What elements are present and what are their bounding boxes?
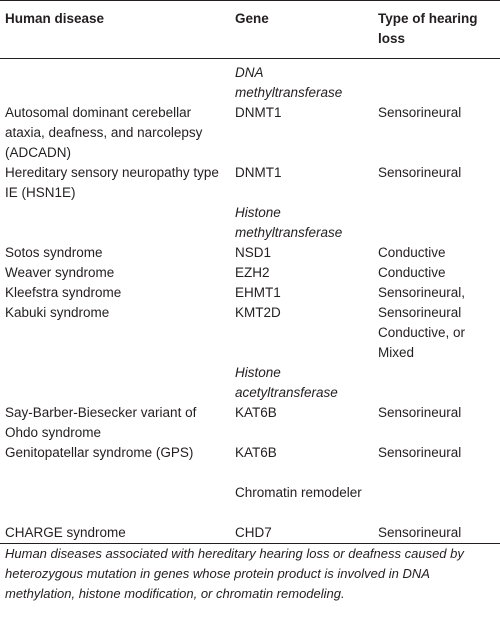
disease-cell: Say-Barber-Biesecker variant of Ohdo syndrome: [5, 405, 197, 440]
disease-cell: Genitopatellar syndrome (GPS): [5, 445, 194, 460]
disease-cell: Kleefstra syndrome: [5, 285, 122, 300]
disease-cell: Weaver syndrome: [5, 265, 115, 280]
table-top-rule: [0, 0, 500, 1]
gene-cell: DNMT1: [235, 105, 282, 120]
gene-cell: KAT6B: [235, 445, 277, 460]
gene-cell: DNMT1: [235, 165, 282, 180]
category-label: Histone methyltransferase: [235, 205, 343, 240]
hearing-loss-cell: Conductive: [378, 245, 446, 260]
header-gene: Gene: [235, 11, 269, 26]
category-label: Chromatin remodeler: [235, 485, 362, 500]
hearing-loss-cell: Sensorineural: [378, 165, 462, 180]
disease-cell: Kabuki syndrome: [5, 305, 110, 320]
disease-cell: Sotos syndrome: [5, 245, 103, 260]
hearing-loss-cell: Sensorineural: [378, 525, 462, 540]
hearing-loss-cell: Sensorineural: [378, 445, 462, 460]
header-hearing-loss: Type of hearing loss: [378, 11, 478, 46]
gene-cell: KMT2D: [235, 305, 281, 320]
header-rule: [0, 58, 500, 59]
disease-cell: Autosomal dominant cerebellar ataxia, deafness, and narcolepsy (ADCADN): [5, 105, 203, 160]
hearing-loss-cell: Sensorineural Conductive, or Mixed: [378, 305, 466, 360]
category-label: Histone acetyltransferase: [235, 365, 338, 400]
gene-cell: KAT6B: [235, 405, 277, 420]
gene-cell: EZH2: [235, 265, 270, 280]
gene-cell: EHMT1: [235, 285, 281, 300]
table-caption: Human diseases associated with hereditary hearing loss or deafness caused by heterozygous mutation in genes whose protein product is involved in DNA methylation, histone modification, or chromatin remodeling.: [5, 546, 464, 601]
hearing-loss-cell: Sensorineural: [378, 105, 462, 120]
gene-cell: CHD7: [235, 525, 272, 540]
gene-cell: NSD1: [235, 245, 272, 260]
category-label: DNA methyltransferase: [235, 65, 343, 100]
hearing-loss-cell: Conductive: [378, 265, 446, 280]
disease-cell: CHARGE syndrome: [5, 525, 126, 540]
hearing-loss-cell: Sensorineural: [378, 405, 462, 420]
hearing-loss-cell: Sensorineural,: [378, 285, 466, 300]
header-disease: Human disease: [5, 11, 105, 26]
disease-cell: Hereditary sensory neuropathy type IE (HSN1E): [5, 165, 219, 200]
